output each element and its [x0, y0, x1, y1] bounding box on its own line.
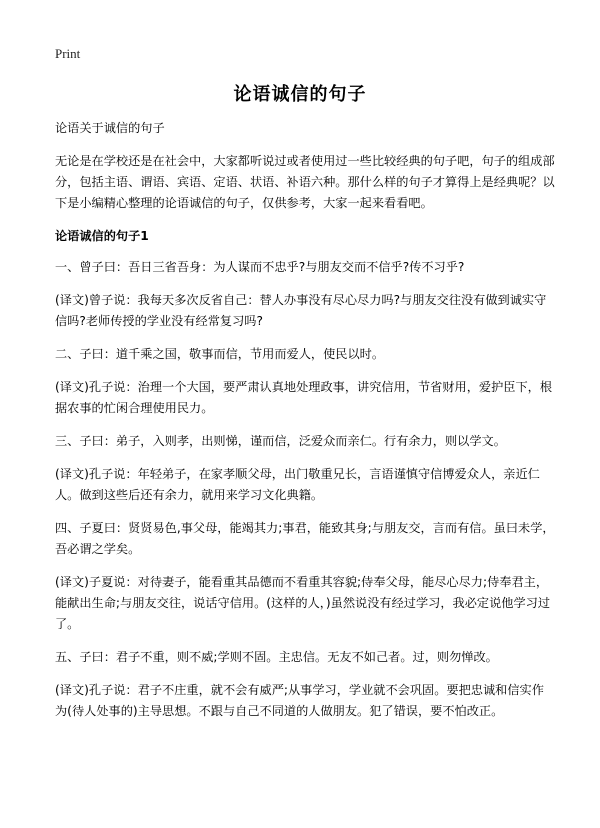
print-label: Print: [55, 46, 81, 61]
quote-paragraph-1: 一、曾子曰：吾日三省吾身：为人谋而不忠乎?与朋友交而不信乎?传不习乎?: [55, 260, 465, 274]
quote-paragraph-5: 五、子曰：君子不重，则不威;学则不固。主忠信。无友不如己者。过，则勿惮改。: [55, 650, 498, 664]
quote-paragraph-2: 二、子曰：道千乘之国，敬事而信，节用而爱人，使民以时。: [55, 347, 385, 361]
document-title: 论语诚信的句子: [233, 84, 367, 105]
translation-paragraph-2: (译文)孔子说：治理一个大国，要严肃认真地处理政事，讲究信用，节省财用，爱护臣下，根据农事的忙闲合理使用民力。: [55, 380, 553, 415]
translation-paragraph-5: (译文)孔子说：君子不庄重，就不会有威严;从事学习，学业就不会巩固。要把忠诚和信实作为(待人处事的)主导思想。不跟与自己不同道的人做朋友。犯了错误，要不怕改正。: [55, 683, 544, 718]
translation-paragraph-1: (译文)曾子说：我每天多次反省自己：替人办事没有尽心尽力吗?与朋友交往没有做到诚实守信吗?老师传授的学业没有经常复习吗?: [55, 293, 547, 328]
section-heading: 论语诚信的句子1: [55, 229, 149, 243]
document-subtitle: 论语关于诚信的句子: [55, 121, 165, 135]
quote-paragraph-4: 四、子夏曰：贤贤易色,事父母，能竭其力;事君，能致其身;与朋友交，言而有信。虽曰未学，吾必谓之学矣。: [55, 521, 555, 556]
document-body: [55, 118, 555, 734]
translation-paragraph-3: (译文)孔子说：年轻弟子，在家孝顺父母，出门敬重兄长，言语谨慎守信博爱众人，亲近仁人。做到这些后还有余力，就用来学习文化典籍。: [55, 467, 540, 502]
quote-paragraph-3: 三、子曰：弟子，入则孝，出则悌，谨而信，泛爱众而亲仁。行有余力，则以学文。: [55, 434, 506, 448]
translation-paragraph-4: (译文)子夏说：对待妻子，能看重其品德而不看重其容貌;侍奉父母，能尽心尽力;侍奉君主，能献出生命;与朋友交往，说话守信用。(这样的人，)虽然说没有经过学习，我必定说他学习过了。: [55, 575, 551, 631]
intro-paragraph: 无论是在学校还是在社会中，大家都听说过或者使用过一些比较经典的句子吧，句子的组成部分，包括主语、谓语、宾语、定语、状语、补语六种。那什么样的句子才算得上是经典呢？以下是小编精心整理的论语诚信的句子，仅供参考，大家一起来看看吧。: [55, 154, 555, 210]
